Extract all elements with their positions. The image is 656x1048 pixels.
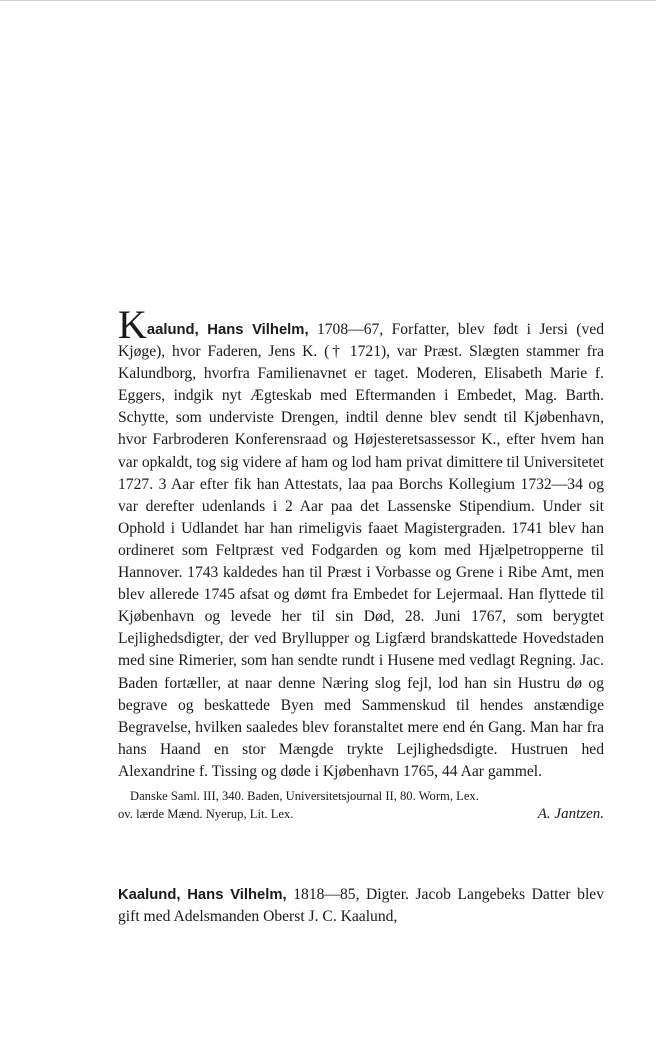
sources-line-1: Danske Saml. III, 340. Baden, Universitetsjournal II, 80. Worm, Lex. xyxy=(130,788,479,803)
biography-entry-2 xyxy=(118,884,604,928)
drop-initial: K xyxy=(118,302,147,347)
sources-line-2: ov. lærde Mænd. Nyerup, Lit. Lex. xyxy=(118,806,294,821)
top-border-line xyxy=(0,0,656,1)
biography-entry-1 xyxy=(118,302,604,823)
entry-1-body: 1708—67, Forfatter, blev født i Jersi (ved Kjøge), hvor Faderen, Jens K. († 1721), var Præst. Slægten stammer fra Kalundborg, hvorfra Familienavnet er taget. Moderen, Elisabeth Marie f. Eggers, indgik nyt Ægteskab med Eftermanden i Embedet, Mag. Barth. Schytte, som underviste Drengen, indtil denne blev sendt til Kjøbenhavn, hvor Farbroderen Konferensraad og Højesteretsassessor K., efter hvem han var opkaldt, tog sig videre af ham og lod ham privat dimittere til Universitetet 1727. 3 Aar efter fik han Attestats, laa paa Borchs Kollegium 1732—34 og var derefter udenlands i 2 Aar paa det Lassenske Stipendium. Under sit Ophold i Udlandet har han rimeligvis faaet Magistergraden. 1741 blev han ordineret som Feltpræst ved Fodgarden og kom med Hjælpetropperne til Hannover. 1743 kaldedes han til Præst i Vorbasse og Grene i Ribe Amt, men blev allerede 1745 afsat og dømt fra Embedet for Lejermaal. Han flyttede til Kjøbenhavn og levede her til sin Død, 28. Juni 1767, som berygtet Lejlighedsdigter, der ved Bryllupper og Ligfærd brandskattede Hovedstaden med sine Rimerier, som han sendte rundt i Husene med vedlagt Regning. Jac. Baden fortæller, at naar denne Næring slog fejl, lod han sin Hustru dø og begrave og beskattede Byen med Sammenskud til hendes anstændige Begravelse, hvilken saaledes blev foranstaltet mere end én Gang. Man har fra hans Haand en stor Mængde trykte Lejlighedsdigte. Hustruen hed Alexandrine f. Tissing og døde i Kjøbenhavn 1765, 44 Aar gammel. xyxy=(118,321,604,780)
entry-1-headword: aalund, Hans Vilhelm, xyxy=(146,322,309,338)
entry-2-body: 1818—85, Digter. Jacob Langebeks Datter blev gift med Adelsmanden Oberst J. C. Kaalund, xyxy=(118,886,604,926)
sources-line-2-row xyxy=(118,805,604,823)
author-signature: A. Jantzen. xyxy=(537,805,604,822)
entry-1-sources xyxy=(118,787,604,823)
entry-2-headword: Kaalund, Hans Vilhelm, xyxy=(118,887,287,903)
entry-2-text xyxy=(118,884,604,928)
entry-1-text xyxy=(118,302,604,783)
